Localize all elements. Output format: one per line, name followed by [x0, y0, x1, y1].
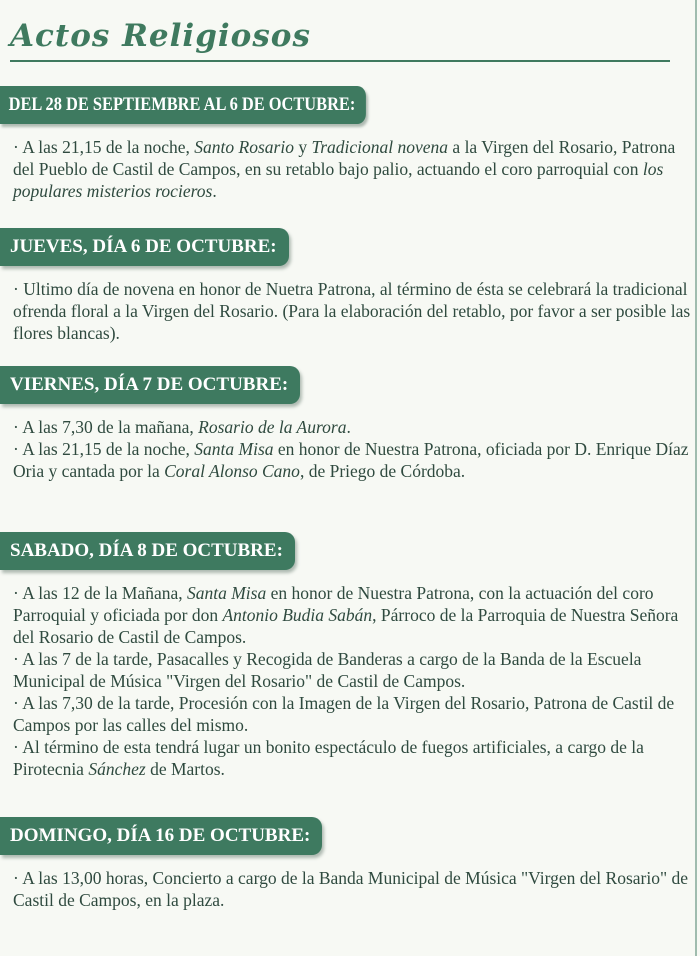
section-items [13, 136, 693, 202]
list-item [13, 278, 693, 344]
text-run: . [212, 181, 217, 201]
section-header: SABADO, DÍA 8 DE OCTUBRE: [0, 532, 295, 570]
italic-text: Santo Rosario [194, 137, 294, 157]
text-run: en honor de Nuestra Patrona, con la actuación del coro Parroquial y oficiada por don [13, 583, 654, 625]
section-sept-28-oct-6 [0, 86, 700, 202]
section-items [13, 582, 693, 780]
section-header: DOMINGO, DÍA 16 DE OCTUBRE: [0, 817, 322, 855]
section-items [13, 278, 693, 344]
italic-text: Sánchez [88, 759, 146, 779]
text-run: . [346, 417, 351, 437]
italic-text: Rosario de la Aurora [198, 417, 347, 437]
text-run: · Ultimo día de novena en honor de Nuetra Patrona, al término de ésta se celebrará la tradicional ofrenda floral a la Virgen del Rosario. (Para la elaboración del retablo, por favor a ser posible las flores blancas). [13, 279, 691, 343]
section-oct-16 [0, 817, 700, 911]
text-run: en honor de Nuestra Patrona, oficiada por D. Enrique Díaz Oria y cantada por la [13, 439, 689, 481]
text-run: · A las 7,30 de la mañana, [13, 417, 199, 437]
section-items [13, 416, 693, 482]
text-run: a la Virgen del Rosario, Patrona del Pueblo de Castil de Campos, en su retablo bajo palio, actuando el coro parroquial con [13, 137, 676, 179]
italic-text: Santa Misa [194, 439, 274, 459]
text-run: · A las 13,00 horas, Concierto a cargo de la Banda Municipal de Música "Virgen del Rosario" de Castil de Campos, en la plaza. [13, 868, 688, 910]
text-run: · A las 21,15 de la noche, [13, 439, 195, 459]
section-header: VIERNES, DÍA 7 DE OCTUBRE: [0, 366, 300, 404]
section-oct-6 [0, 228, 700, 344]
list-item [13, 416, 693, 438]
text-run: · A las 7,30 de la tarde, Procesión con la Imagen de la Virgen del Rosario, Patrona de Castil de Campos por las calles del mismo. [13, 693, 675, 735]
italic-text: Santa Misa [186, 583, 267, 603]
text-run: , de Priego de Córdoba. [299, 461, 466, 481]
italic-text: Coral Alonso Cano [164, 461, 300, 481]
text-run: · A las 12 de la Mañana, [13, 583, 187, 603]
text-run: y [293, 137, 312, 157]
section-header: JUEVES, DÍA 6 DE OCTUBRE: [0, 228, 289, 266]
list-item [13, 648, 693, 692]
italic-text: los populares misterios rocieros [13, 159, 664, 201]
text-run: · A las 21,15 de la noche, [13, 137, 195, 157]
list-item [13, 736, 693, 780]
title-underline [10, 60, 670, 62]
section-oct-7 [0, 366, 700, 482]
section-items [13, 867, 693, 911]
text-run: · Al término de esta tendrá lugar un bonito espectáculo de fuegos artificiales, a cargo de la Pirotecnia [13, 737, 644, 779]
text-run: de Martos. [145, 759, 225, 779]
list-item [13, 582, 693, 648]
list-item [13, 692, 693, 736]
list-item [13, 438, 693, 482]
section-header: DEL 28 DE SEPTIEMBRE AL 6 DE OCTUBRE: [0, 86, 366, 124]
section-oct-8 [0, 532, 700, 780]
italic-text: Antonio Budia Sabán [222, 605, 373, 625]
page-title: Actos Religiosos [10, 18, 311, 54]
text-run: · A las 7 de la tarde, Pasacalles y Recogida de Banderas a cargo de la Banda de la Escuela Municipal de Música "Virgen del Rosario" de Castil de Campos. [13, 649, 642, 691]
text-run: , Párroco de la Parroquia de Nuestra Señora del Rosario de Castil de Campos. [13, 605, 679, 647]
list-item [13, 867, 693, 911]
list-item [13, 136, 693, 202]
italic-text: Tradicional novena [311, 137, 449, 157]
